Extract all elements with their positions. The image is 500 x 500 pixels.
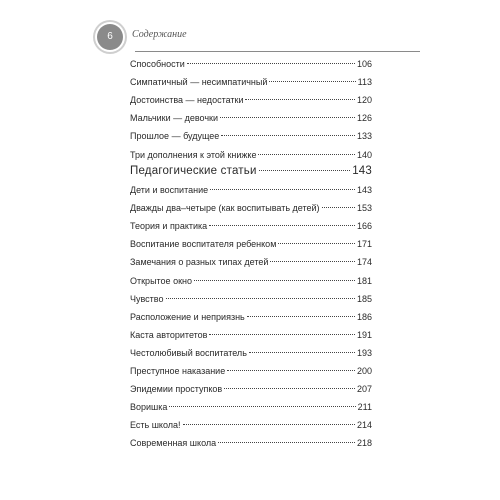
toc-entry-title: Преступное наказание <box>130 366 226 376</box>
toc-entry-title: Чувство <box>130 293 164 304</box>
dot-leader <box>209 216 355 226</box>
dot-leader <box>221 126 355 136</box>
toc-page-number: 171 <box>356 239 372 250</box>
toc-entry-title: Симпатичный — несимпатичный <box>130 77 268 88</box>
toc-entry-title: Расположение и неприязнь <box>130 311 245 322</box>
dot-leader <box>269 72 355 82</box>
toc-page-number: 166 <box>356 221 372 232</box>
dot-leader <box>166 289 355 299</box>
toc-page-number: 174 <box>356 257 372 268</box>
dot-leader <box>258 145 355 155</box>
toc-entry-title: Есть школа! <box>130 420 181 431</box>
toc-page-number: 207 <box>356 384 372 395</box>
dot-leader <box>218 433 355 443</box>
toc-entry <box>130 382 372 396</box>
toc-entry-title: Прошлое — будущее <box>130 131 220 142</box>
toc-page-number: 191 <box>356 329 372 340</box>
header-rule <box>135 51 420 52</box>
toc-entry <box>130 148 372 162</box>
dot-leader <box>245 90 354 100</box>
toc-entry-title: Замечания о разных типах детей <box>130 257 269 268</box>
toc-page-number: 113 <box>357 77 372 88</box>
toc-page-number: 133 <box>356 131 372 142</box>
toc-entry <box>130 328 372 342</box>
toc-page-number: 186 <box>356 311 372 322</box>
dot-leader <box>322 198 355 208</box>
toc-entry <box>130 237 372 251</box>
toc-entry-title: Теория и практика <box>130 221 208 232</box>
toc-entry <box>130 310 372 324</box>
dot-leader <box>259 161 351 171</box>
toc-entry <box>130 274 372 288</box>
toc-entry <box>130 129 372 143</box>
toc-entry <box>130 346 372 360</box>
dot-leader <box>194 271 355 281</box>
toc-entry <box>130 364 372 378</box>
toc-entry <box>130 219 372 233</box>
toc-entry <box>130 111 372 125</box>
toc-page-number: 106 <box>356 59 372 69</box>
dot-leader <box>270 252 355 262</box>
toc-page-number: 200 <box>356 366 372 376</box>
dot-leader <box>249 343 355 353</box>
toc-entry <box>130 400 372 414</box>
toc-entry-title: Три дополнения к этой книжке <box>130 149 257 160</box>
toc-entry <box>130 255 372 269</box>
toc-entry-title: Эпидемии проступков <box>130 384 223 395</box>
toc-page-number: 185 <box>356 293 372 304</box>
toc-page-number: 214 <box>356 420 372 431</box>
dot-leader <box>247 307 355 317</box>
toc-entry-title: Современная школа <box>130 438 217 449</box>
toc-entry <box>130 436 372 450</box>
toc-entry-title: Дети и воспитание <box>130 185 209 195</box>
section-heading-title: Педагогические статьи <box>130 165 257 177</box>
toc-page-number: 153 <box>356 203 372 214</box>
toc-page-number: 193 <box>356 347 372 358</box>
dot-leader <box>169 397 355 407</box>
toc-entry-title: Мальчики — девочки <box>130 113 219 124</box>
toc-page-number: 211 <box>357 402 372 413</box>
toc-page-number: 120 <box>356 95 372 106</box>
toc-entry <box>130 183 372 197</box>
toc-entry-title: Воспитание воспитателя ребенком <box>130 239 277 250</box>
toc-page-number: 126 <box>356 113 372 124</box>
dot-leader <box>227 361 355 371</box>
page-number-badge: 6 <box>97 24 123 50</box>
toc-page-number: 143 <box>356 185 372 195</box>
running-title: Содержание <box>132 29 187 40</box>
toc-entry-title: Честолюбивый воспитатель <box>130 347 247 358</box>
page-header <box>90 20 420 50</box>
toc-entry-title: Воришка <box>130 402 168 413</box>
dot-leader <box>209 325 355 335</box>
toc-entry <box>130 75 372 89</box>
toc-page-number: 218 <box>356 438 372 449</box>
toc-entry-title: Открытое окно <box>130 275 192 286</box>
toc-entry-title: Дважды два–четыре (как воспитывать детей) <box>130 203 320 214</box>
toc-page-number: 143 <box>352 165 372 177</box>
dot-leader <box>278 234 355 244</box>
dot-leader <box>220 108 355 118</box>
toc-entry <box>130 57 372 71</box>
toc-entry-title: Способности <box>130 59 185 69</box>
dot-leader <box>224 379 355 389</box>
toc-entry-title: Каста авторитетов <box>130 329 208 340</box>
toc-page-number: 181 <box>356 275 372 286</box>
toc-entry <box>130 292 372 306</box>
toc-entry <box>130 201 372 215</box>
dot-leader <box>187 54 355 64</box>
toc-entry-title: Достоинства — недостатки <box>130 95 244 106</box>
dot-leader <box>183 415 355 425</box>
toc-page-number: 140 <box>356 149 372 160</box>
toc-entry <box>130 418 372 432</box>
toc-section-heading <box>130 164 372 178</box>
toc-entry <box>130 93 372 107</box>
dot-leader <box>210 180 355 190</box>
